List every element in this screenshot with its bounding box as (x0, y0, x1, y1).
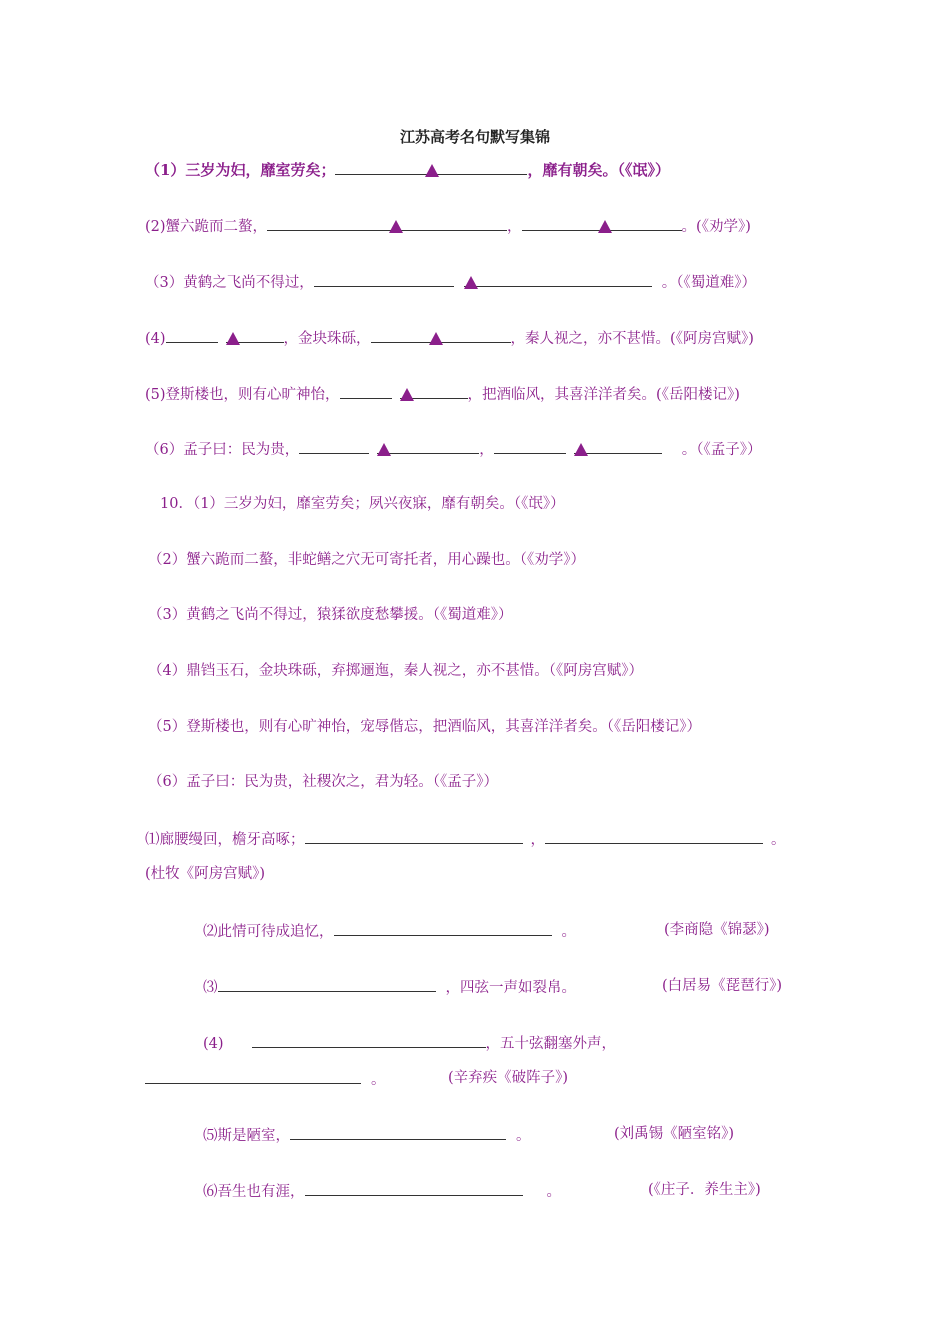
answer-line: （6）孟子曰：民为贵，社稷次之，君为轻。（《孟子》） (148, 774, 498, 790)
answer-blank[interactable] (226, 326, 284, 343)
exercise-3-source: (白居易《琵琶行》) (662, 978, 783, 994)
exercise-5-tail: 。 (516, 1128, 531, 1144)
answer-blank[interactable] (145, 1067, 361, 1084)
question-6-text: （6）孟子曰：民为贵， (145, 442, 300, 458)
exercise-6 (203, 1179, 561, 1203)
exercise-4-end: 。 (371, 1072, 386, 1088)
triangle-icon (377, 443, 391, 456)
triangle-icon (389, 220, 403, 233)
answer-blank[interactable] (371, 326, 511, 343)
question-4 (145, 326, 754, 350)
exercise-2-tail: 。 (561, 924, 576, 940)
answer-blank[interactable] (166, 326, 218, 343)
exercise-5 (203, 1123, 531, 1147)
question-2-tail: 。(《劝学》) (681, 219, 751, 235)
answer-blank[interactable] (400, 382, 468, 399)
answer-blank[interactable] (299, 437, 369, 454)
answer-blank[interactable] (335, 158, 527, 175)
answer-line: 10．（1）三岁为妇，靡室劳矣；夙兴夜寐，靡有朝矣。（《氓》） (160, 496, 565, 512)
answer-blank[interactable] (334, 919, 552, 936)
question-3-tail: 。（《蜀道难》） (661, 275, 756, 291)
exercise-1-source: (杜牧《阿房宫赋》) (145, 866, 266, 882)
question-4-text: (4) (145, 331, 166, 347)
triangle-icon (598, 220, 612, 233)
exercise-6-source: (《庄子．养生主》) (648, 1182, 761, 1198)
answer-blank[interactable] (464, 270, 652, 287)
question-6-sep: ， (479, 442, 494, 458)
answer-blank[interactable] (377, 437, 479, 454)
triangle-icon (464, 276, 478, 289)
question-6 (145, 437, 761, 461)
answer-line: （2）蟹六跪而二螯，非蛇鳝之穴无可寄托者，用心躁也。（《劝学》） (148, 552, 585, 568)
question-2-sep: ， (507, 219, 522, 235)
exercise-6-tail: 。 (546, 1184, 561, 1200)
answer-blank[interactable] (290, 1123, 506, 1140)
question-5-tail: ，把酒临风，其喜洋洋者矣。(《岳阳楼记》) (467, 387, 740, 403)
question-5 (145, 382, 740, 406)
question-4-mid: ，金块珠砾， (283, 331, 371, 347)
exercise-1-tail: 。 (771, 832, 786, 848)
question-1-tail: ，靡有朝矣。（《氓》） (527, 161, 670, 179)
exercise-3-text: ⑶ (203, 980, 218, 996)
answer-line: （3）黄鹤之飞尚不得过，猿猱欲度愁攀援。（《蜀道难》） (148, 607, 513, 623)
exercise-5-text: ⑸斯是陋室， (203, 1128, 290, 1144)
answer-blank[interactable] (574, 437, 662, 454)
exercise-4 (203, 1031, 616, 1055)
question-1 (145, 158, 670, 181)
exercise-1-text: ⑴廊腰缦回，檐牙高啄； (145, 832, 305, 848)
triangle-icon (425, 164, 439, 177)
exercise-2-text: ⑵此情可待成追忆， (203, 924, 334, 940)
answer-line: （5）登斯楼也，则有心旷神怡，宠辱偕忘，把酒临风，其喜洋洋者矣。（《岳阳楼记》） (148, 719, 701, 735)
answer-blank[interactable] (305, 1179, 523, 1196)
exercise-4b (145, 1067, 386, 1091)
question-3-text: （3）黄鹤之飞尚不得过， (145, 275, 314, 291)
exercise-2 (203, 919, 576, 943)
answer-blank[interactable] (267, 214, 507, 231)
question-6-tail: 。（《孟子》） (681, 442, 762, 458)
triangle-icon (400, 388, 414, 401)
answer-blank[interactable] (340, 382, 392, 399)
question-5-text: (5)登斯楼也，则有心旷神怡， (145, 387, 340, 403)
answer-blank[interactable] (252, 1031, 486, 1048)
exercise-4-source: (辛弃疾《破阵子》) (448, 1070, 569, 1086)
exercise-2-source: (李商隐《锦瑟》) (664, 922, 770, 938)
exercise-4-text: (4) (203, 1036, 224, 1052)
question-2-text: (2)蟹六跪而二螯， (145, 219, 268, 235)
question-3 (145, 270, 756, 294)
triangle-icon (226, 332, 240, 345)
exercise-3-tail: ，四弦一声如裂帛。 (445, 980, 576, 996)
triangle-icon (429, 332, 443, 345)
exercise-4-tail: ，五十弦翻塞外声， (485, 1036, 617, 1052)
triangle-icon (574, 443, 588, 456)
exercise-6-text: ⑹吾生也有涯， (203, 1184, 305, 1200)
exercise-1-sep: ， (530, 832, 545, 848)
answer-blank[interactable] (545, 827, 763, 844)
answer-blank[interactable] (218, 975, 436, 992)
exercise-3 (203, 975, 576, 999)
question-4-tail: ，秦人视之，亦不甚惜。(《阿房宫赋》) (510, 331, 754, 347)
answer-blank[interactable] (305, 827, 523, 844)
page-title: 江苏高考名句默写集锦 (399, 128, 550, 146)
answer-blank[interactable] (314, 270, 454, 287)
exercise-5-source: (刘禹锡《陋室铭》) (614, 1126, 735, 1142)
answer-blank[interactable] (494, 437, 566, 454)
question-1-text: （1）三岁为妇，靡室劳矣； (145, 161, 336, 179)
question-2 (145, 214, 751, 238)
answer-line: （4）鼎铛玉石，金块珠砾，弃掷逦迤，秦人视之，亦不甚惜。（《阿房宫赋》） (148, 663, 643, 679)
exercise-1 (145, 827, 786, 851)
answer-blank[interactable] (522, 214, 682, 231)
